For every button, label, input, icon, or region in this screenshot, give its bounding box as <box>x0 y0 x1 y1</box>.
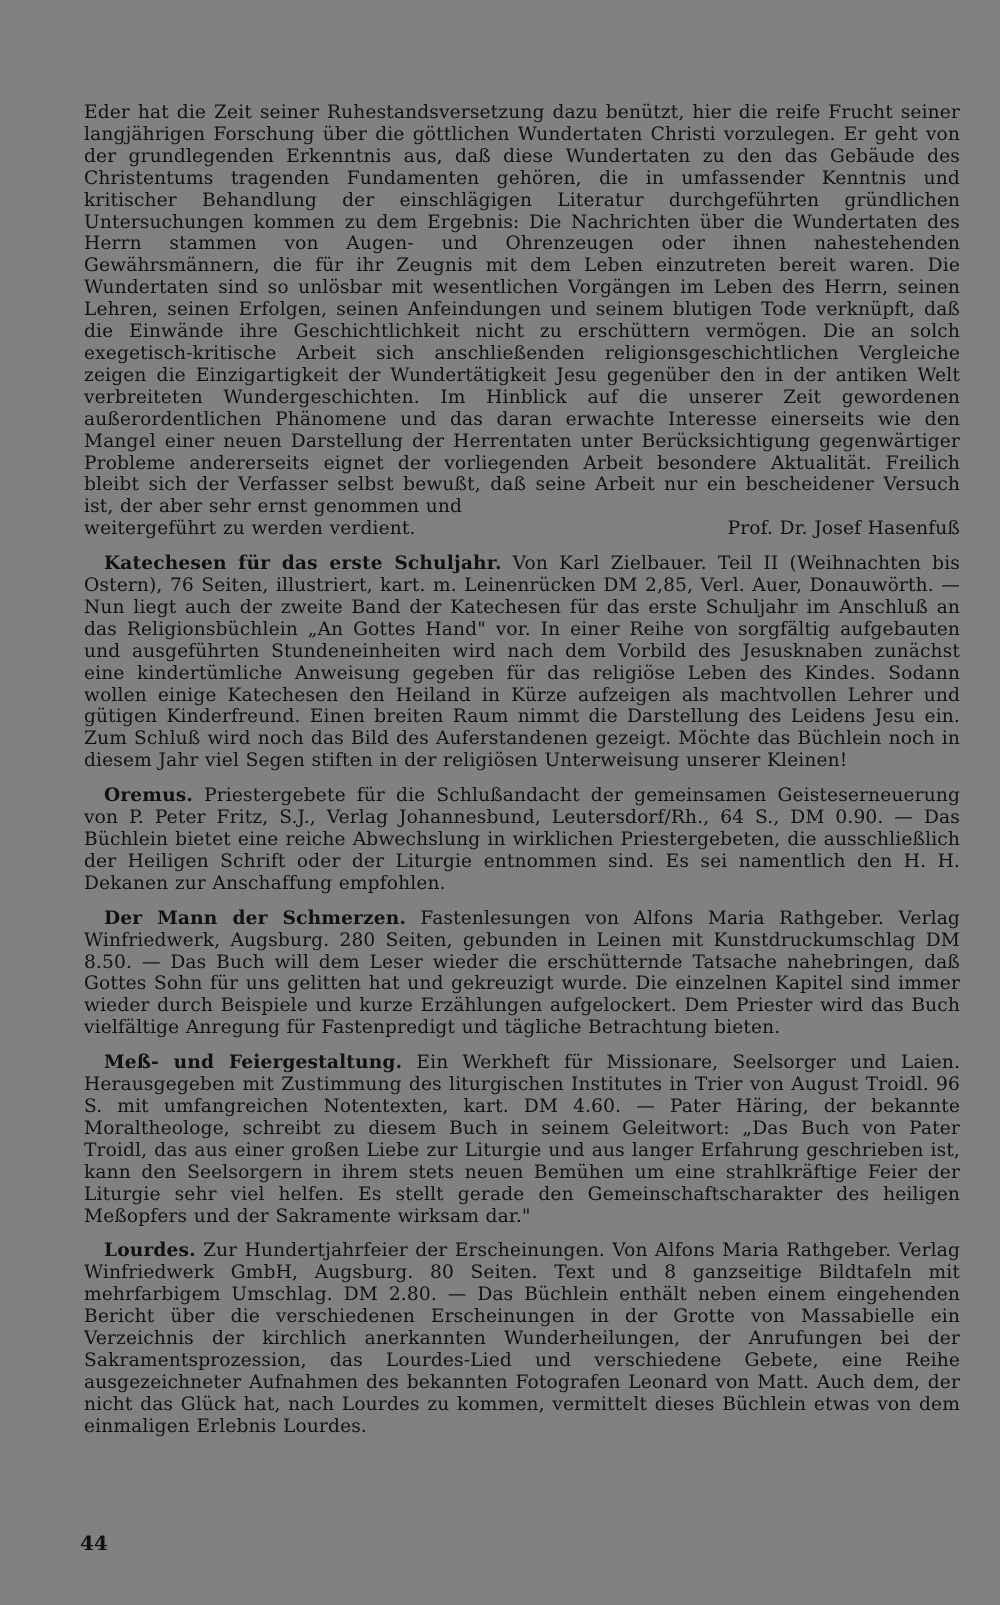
reviewer-signature: Prof. Dr. Josef Hasenfuß <box>727 518 960 540</box>
review-lourdes <box>84 1240 960 1437</box>
review-body: Ein Werkheft für Missionare, Seelsorger und Laien. Herausgegeben mit Zustimmung des liturgischen Institutes in Trier von August Troidl. 96 S. mit umfangreichen Notentexten, kart. DM 4.60. — Pater Häring, der bekannte Moraltheologe, schreibt zu diesem Buch in seinem Geleitwort: „Das Buch von Pater Troidl, das aus einer großen Liebe zur Liturgie und aus langer Erfahrung geschrieben ist, kann den Seelsorgern in ihrem stets neuen Bemühen um eine strahlkräftige Feier der Liturgie sehr viel helfen. Es stellt gerade den Gemeinschaftscharakter des heiligen Meßopfers und der Sakramente wirksam dar." <box>84 1052 960 1227</box>
intro-paragraph <box>84 102 960 540</box>
review-body: Von Karl Zielbauer. Teil II (Weihnachten bis Ostern), 76 Seiten, illustriert, kart. m. Leinenrücken DM 2,85, Verl. Auer, Donauwörth. — Nun liegt auch der zweite Band der Katechesen für das erste Schuljahr im Anschluß an das Religionsbüchlein „An Gottes Hand" vor. In einer Reihe von sorgfältig aufgebauten und ausgeführten Stundeneinheiten wird nach dem Vorbild des Jesusknaben zunächst eine kindertümliche Anweisung gegeben für das religiöse Leben des Kindes. Sodann wollen einige Katechesen den Heiland in Kürze aufzeigen als machtvollen Lehrer und gütigen Kinderfreund. Einen breiten Raum nimmt die Darstellung des Leidens Jesu ein. Zum Schluß wird noch das Bild des Auferstandenen gezeigt. Möchte das Büchlein noch in diesem Jahr viel Segen stiften in der religiösen Unterweisung unserer Kleinen! <box>84 553 960 772</box>
review-katechesen <box>84 553 960 772</box>
intro-closing-line <box>84 518 960 540</box>
review-body: Fastenlesungen von Alfons Maria Rathgeber. Verlag Winfriedwerk, Augsburg. 280 Seiten, gebunden in Leinen mit Kunstdruckumschlag DM 8.50. — Das Buch will dem Leser wieder die erschütternde Tatsache nahebringen, daß Gottes Sohn für uns gelitten hat und gekreuzigt wurde. Die einzelnen Kapitel sind immer wieder durch Beispiele und kurze Erzählungen aufgelockert. Dem Priester wird das Buch vielfältige Anregung für Fastenpredigt und tägliche Betrachtung bieten. <box>84 907 960 1039</box>
intro-body: Eder hat die Zeit seiner Ruhestandsversetzung dazu benützt, hier die reife Frucht seiner langjährigen Forschung über die göttlichen Wundertaten Christi vorzulegen. Er geht von der grundlegenden Erkenntnis aus, daß diese Wundertaten zu den das Gebäude des Christentums tragenden Fundamenten gehören, die in umfassender Kenntnis und kritischer Behandlung der einschlägigen Literatur durchgeführten gründlichen Untersuchungen kommen zu dem Ergebnis: Die Nachrichten über die Wundertaten des Herrn stammen von Augen- und Ohrenzeugen oder ihnen nahestehenden Gewährsmännern, die für ihr Zeugnis mit dem Leben einzutreten bereit waren. Die Wundertaten sind so unlösbar mit wesentlichen Vorgängen im Leben des Herrn, seinen Lehren, seinen Erfolgen, seinen Anfeindungen und seinem blutigen Tode verknüpft, daß die Einwände ihre Geschichtlichkeit nicht zu erschüttern vermögen. Die an solch exegetisch-kritische Arbeit sich anschließenden religionsgeschichtlichen Vergleiche zeigen die Einzigartigkeit der Wundertätigkeit Jesu gegenüber den in der antiken Welt verbreiteten Wundergeschichten. Im Hinblick auf die unserer Zeit gewordenen außerordentlichen Phänomene und das daran erwachte Interesse einerseits wie den Mangel einer neuen Darstellung der Herrentaten unter Berücksichtigung gegenwärtiger Probleme andererseits eignet der vorliegenden Arbeit besondere Aktualität. Freilich bleibt sich der Verfasser selbst bewußt, daß seine Arbeit nur ein bescheidener Versuch ist, der aber sehr ernst genommen und <box>84 102 960 518</box>
review-body: Zur Hundertjahrfeier der Erscheinungen. Von Alfons Maria Rathgeber. Verlag Winfriedwerk GmbH, Augsburg. 80 Seiten. Text und 8 ganzseitige Bildtafeln mit mehrfarbigem Umschlag. DM 2.80. — Das Büchlein enthält neben einem eingehenden Bericht über die verschiedenen Erscheinungen in der Grotte von Massabielle ein Verzeichnis der kirchlich anerkannten Wunderheilungen, der Anrufungen bei der Sakramentsprozession, das Lourdes-Lied und verschiedene Gebete, eine Reihe ausgezeichneter Aufnahmen des bekannten Fotografen Leonard von Matt. Auch dem, der nicht das Glück hat, nach Lourdes zu kommen, vermittelt dieses Büchlein etwas von dem einmaligen Erlebnis Lourdes. <box>84 1240 960 1437</box>
review-title: Katechesen für das erste Schuljahr. <box>104 553 502 575</box>
review-title: Lourdes. <box>104 1240 196 1262</box>
review-title: Meß- und Feiergestaltung. <box>104 1052 403 1074</box>
review-oremus <box>84 785 960 895</box>
review-title: Der Mann der Schmerzen. <box>104 907 406 929</box>
intro-last-line: weitergeführt zu werden verdient. <box>84 518 416 540</box>
review-body: Priestergebete für die Schlußandacht der gemeinsamen Geisteserneuerung von P. Peter Fritz, S.J., Verlag Johannesbund, Leutersdorf/Rh., 64 S., DM 0.90. — Das Büchlein bietet eine reiche Abwechslung in wirklichen Priestergebeten, die ausschließlich der Heiligen Schrift oder der Liturgie entnommen sind. Es sei namentlich den H. H. Dekanen zur Anschaffung empfohlen. <box>84 785 960 894</box>
review-title: Oremus. <box>104 785 194 807</box>
review-mann-der-schmerzen <box>84 908 960 1039</box>
text-column <box>84 102 960 1438</box>
page-number: 44 <box>80 1531 108 1555</box>
review-mess-und-feiergestaltung <box>84 1052 960 1227</box>
